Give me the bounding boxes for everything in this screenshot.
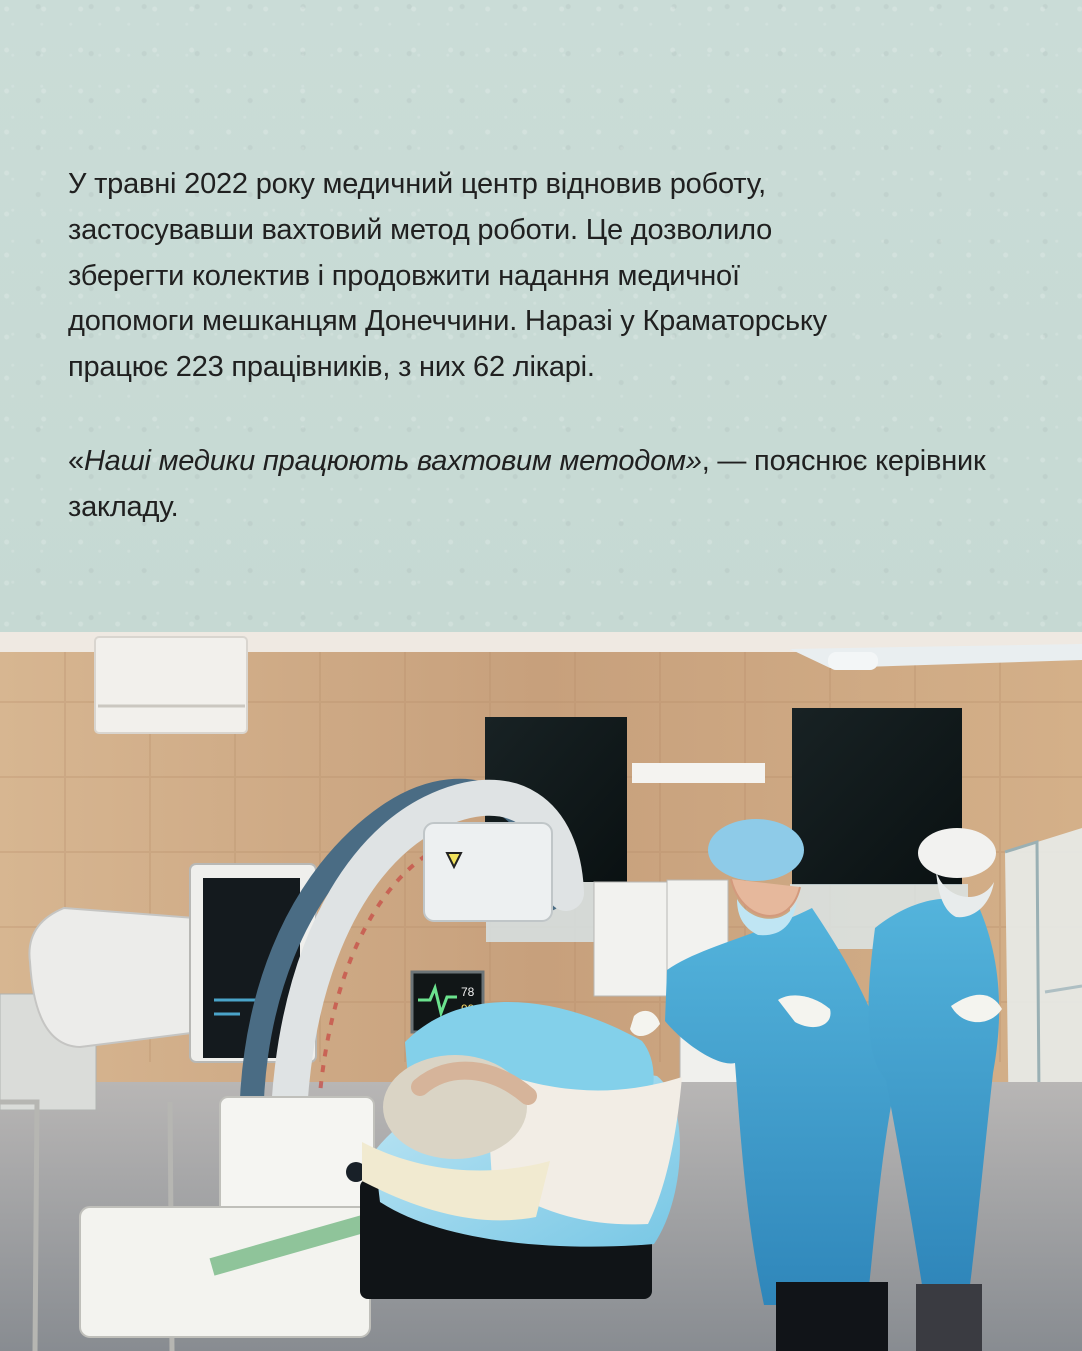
operating-room-photo [0,632,1082,1351]
quote-open-mark: « [68,445,84,478]
equipment-cabinet-left [594,882,672,996]
monitor-value-1: 78 [461,985,475,999]
doctor-cap [918,828,996,878]
nurse-pants [776,1282,888,1351]
doctor-pants [916,1284,982,1351]
article-paragraph-1: У травні 2022 року медичний центр відновив роботу, застосувавши вахтовий метод роботи. Це дозволило зберегти колектив і продовжити надання медичної допомоги мешканцям Донеччини. Наразі у Краматорську працює 223 працівників, з них 62 лікарі. [68,168,827,384]
imaging-tube [29,908,199,1047]
photo-illustration [0,632,1082,1351]
air-conditioner [95,637,247,733]
quote-attribution: , — пояснює керівник закладу. [68,445,986,523]
nurse-cap [708,819,804,881]
wall-light [632,763,765,783]
lamp-joint [828,652,878,670]
article-text [68,162,1018,531]
paper-background [0,0,1082,632]
quote-paragraph [68,439,1018,531]
quote-italic-text: Наші медики працюють вахтовим методом» [83,445,702,478]
x-ray-head [424,823,552,921]
